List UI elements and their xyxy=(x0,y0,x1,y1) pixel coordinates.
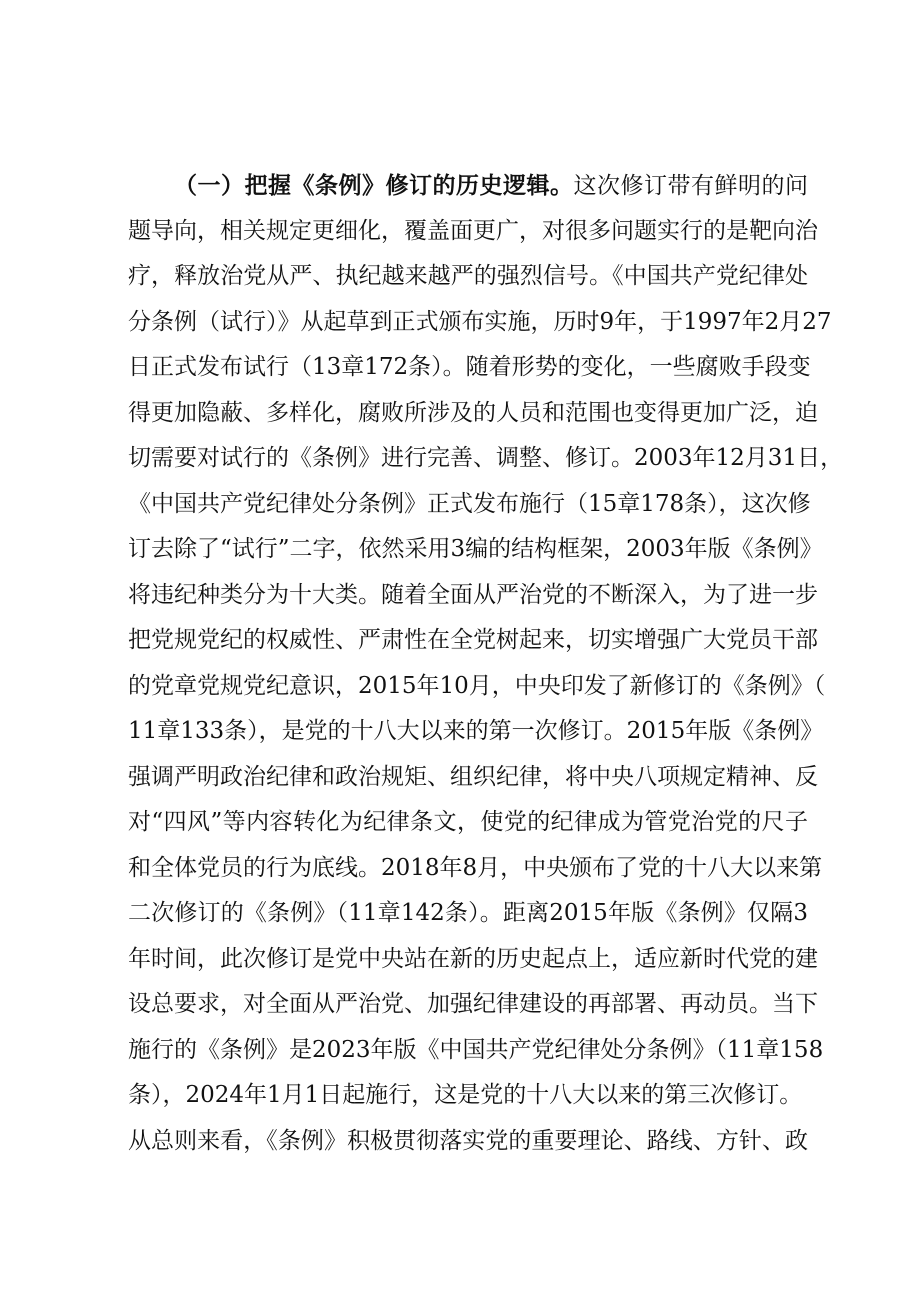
text-line: 对“四风”等内容转化为纪律条文，使党的纪律成为管党治党的尺子 xyxy=(128,809,808,835)
text-line: 切需要对试行的《条例》进行完善、调整、修订。2003年12月31日， xyxy=(128,445,844,471)
text-segment: 这次修订带有鲜明的问 xyxy=(573,173,808,199)
text-line: 日正式发布试行（13章172条）。随着形势的变化，一些腐败手段变 xyxy=(128,354,811,380)
text-line: 和全体党员的行为底线。2018年8月，中央颁布了党的十八大以来第 xyxy=(128,854,823,881)
text-line: 题导向，相关规定更细化，覆盖面更广，对很多问题实行的是靶向治 xyxy=(128,217,818,244)
text-line: 年时间，此次修订是党中央站在新的历史起点上，适应新时代党的建 xyxy=(128,945,818,972)
text-line: 疗，释放治党从严、执纪越来越严的强烈信号。《中国共产党纪律处 xyxy=(128,263,808,289)
text-line: 强调严明政治纪律和政治规矩、组织纪律，将中央八项规定精神、反 xyxy=(128,763,818,790)
text-line: 《中国共产党纪律处分条例》正式发布施行（15章178条），这次修 xyxy=(128,490,811,517)
text-line: 设总要求，对全面从严治党、加强纪律建设的再部署、再动员。当下 xyxy=(128,991,818,1017)
section-heading: （一）把握《条例》修订的历史逻辑。 xyxy=(174,172,574,199)
text-line: 的党章党规党纪意识，2015年10月，中央印发了新修订的《条例》（ xyxy=(128,672,826,699)
text-line: 得更加隐蔽、多样化，腐败所涉及的人员和范围也变得更加广泛，迫 xyxy=(128,399,818,426)
text-line xyxy=(128,163,808,209)
body-text xyxy=(128,163,844,1164)
text-line: 二次修订的《条例》（11章142条）。距离2015年版《条例》仅隔3 xyxy=(128,900,808,926)
text-line: 把党规党纪的权威性、严肃性在全党树起来，切实增强广大党员干部 xyxy=(128,627,818,653)
text-line: 条），2024年1月1日起施行，这是党的十八大以来的第三次修订。 xyxy=(128,1082,803,1108)
text-line: 11章133条），是党的十八大以来的第一次修订。2015年版《条例》 xyxy=(128,718,824,744)
text-line: 施行的《条例》是2023年版《中国共产党纪律处分条例》（11章158 xyxy=(128,1036,824,1063)
text-line: 分条例（试行）》从起草到正式颁布实施，历时9年，于1997年2月27 xyxy=(128,308,832,335)
text-line: 从总则来看，《条例》积极贯彻落实党的重要理论、路线、方针、政 xyxy=(128,1127,808,1154)
text-line: 订去除了“试行”二字，依然采用3编的结构框架，2003年版《条例》 xyxy=(128,536,823,562)
text-line: 将违纪种类分为十大类。随着全面从严治党的不断深入，为了进一步 xyxy=(128,581,818,608)
